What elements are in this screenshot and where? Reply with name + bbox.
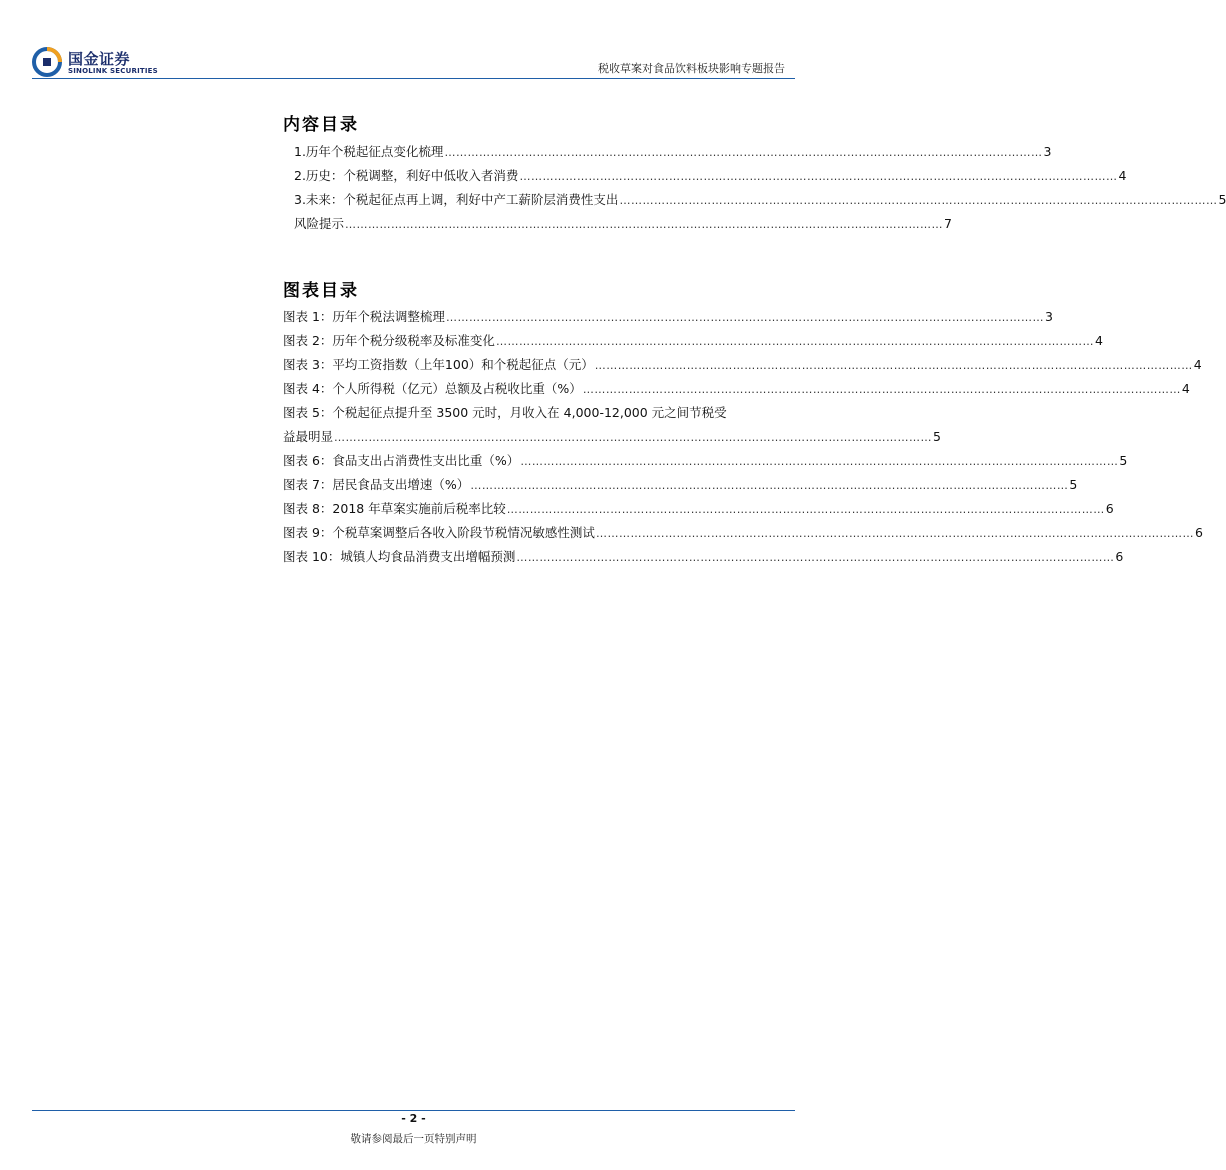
toc-leader: ………………………………………………………………………………………………………………………………………… [594,359,1193,372]
toc-entry-page: 7 [944,216,952,231]
contents-heading: 内容目录 [283,115,359,135]
figure-entry-page: 6 [1115,549,1124,564]
toc-entry-label: 1.历年个税起征点变化梳理 [294,144,444,159]
figure-entry-label: 图表 9：个税草案调整后各收入阶段节税情况敏感性测试 [283,525,595,540]
page-header [0,0,827,82]
figure-entry[interactable] [283,379,1190,403]
toc-leader: ………………………………………………………………………………………………………………………………………… [345,218,944,231]
figures-heading: 图表目录 [283,281,359,301]
figure-entry-label: 图表 4：个人所得税（亿元）总额及占税收比重（%） [283,381,582,396]
figure-entry[interactable] [283,499,1114,523]
toc-leader: ………………………………………………………………………………………………………………………………………… [445,311,1044,324]
report-title: 税收草案对食品饮料板块影响专题报告 [598,62,785,75]
footer-divider [32,1110,795,1111]
toc-entry-label: 风险提示 [294,216,345,231]
figure-entry-page: 4 [1094,333,1103,348]
toc-leader: ………………………………………………………………………………………………………………………………………… [520,455,1119,468]
toc-leader: ………………………………………………………………………………………………………………………………………… [444,146,1043,159]
figure-entry-page: 3 [1044,309,1053,324]
toc-leader: ………………………………………………………………………………………………………………………………………… [582,383,1181,396]
toc-entry-label: 2.历史：个税调整，利好中低收入者消费 [294,168,519,183]
toc-leader: ………………………………………………………………………………………………………………………………………… [470,479,1069,492]
figure-entry-page: 4 [1181,381,1190,396]
figure-entry-label: 图表 5：个税起征点提升至 3500 元时，月收入在 4,000-12,000 元之间节税受 [283,405,727,420]
figure-entry-label: 图表 3：平均工资指数（上年100）和个税起征点（元） [283,357,594,372]
figure-entry-page: 6 [1194,525,1203,540]
sinolink-logo-icon [32,47,62,77]
figure-entry[interactable] [283,355,1202,379]
toc-entry[interactable] [283,166,1127,190]
contents-list [283,142,1226,238]
page-number: - 2 - [401,1112,426,1125]
logo-english-name: SINOLINK SECURITIES [68,67,158,75]
company-logo [32,47,162,79]
footer-disclaimer: 敬请参阅最后一页特别声明 [350,1133,477,1145]
figure-entry[interactable] [283,331,1103,355]
figure-entry-page: 5 [1069,477,1078,492]
toc-entry-page: 5 [1218,192,1226,207]
figures-list [283,307,1203,571]
figure-entry-label: 图表 2：历年个税分级税率及标准变化 [283,333,495,348]
figure-entry-label-cont: 益最明显 [283,429,334,444]
toc-entry[interactable] [283,214,952,238]
figure-entry-label: 图表 8：2018 年草案实施前后税率比较 [283,501,506,516]
toc-leader: ………………………………………………………………………………………………………………………………………… [519,170,1118,183]
figure-entry[interactable] [283,403,785,427]
figure-entry-label: 图表 6：食品支出占消费性支出比重（%） [283,453,520,468]
toc-leader: ………………………………………………………………………………………………………………………………………… [595,527,1194,540]
toc-leader: ………………………………………………………………………………………………………………………………………… [619,194,1218,207]
figure-entry[interactable] [283,307,1053,331]
figure-entry[interactable] [283,547,1124,571]
figure-entry[interactable] [283,523,1203,547]
figure-entry-page: 5 [933,429,941,444]
toc-leader: ………………………………………………………………………………………………………………………………………… [334,431,933,444]
toc-entry[interactable] [283,142,1052,166]
toc-leader: ………………………………………………………………………………………………………………………………………… [506,503,1105,516]
figure-entry-page: 5 [1119,453,1128,468]
figure-entry[interactable] [283,475,1078,499]
header-divider [32,78,795,79]
figure-entry-page: 6 [1105,501,1114,516]
figure-entry-label: 图表 1：历年个税法调整梳理 [283,309,445,324]
figure-entry-page: 4 [1193,357,1202,372]
toc-entry-page: 3 [1043,144,1052,159]
figure-entry-label: 图表 7：居民食品支出增速（%） [283,477,470,492]
toc-entry[interactable] [283,190,1226,214]
toc-entry-label: 3.未来：个税起征点再上调，利好中产工薪阶层消费性支出 [294,192,619,207]
figure-entry[interactable] [283,451,1128,475]
figure-entry-continuation[interactable] [283,427,941,451]
logo-chinese-name: 国金证券 [68,50,131,68]
toc-entry-page: 4 [1118,168,1127,183]
figure-entry-label: 图表 10：城镇人均食品消费支出增幅预测 [283,549,516,564]
toc-leader: ………………………………………………………………………………………………………………………………………… [495,335,1094,348]
toc-leader: ………………………………………………………………………………………………………………………………………… [516,551,1115,564]
